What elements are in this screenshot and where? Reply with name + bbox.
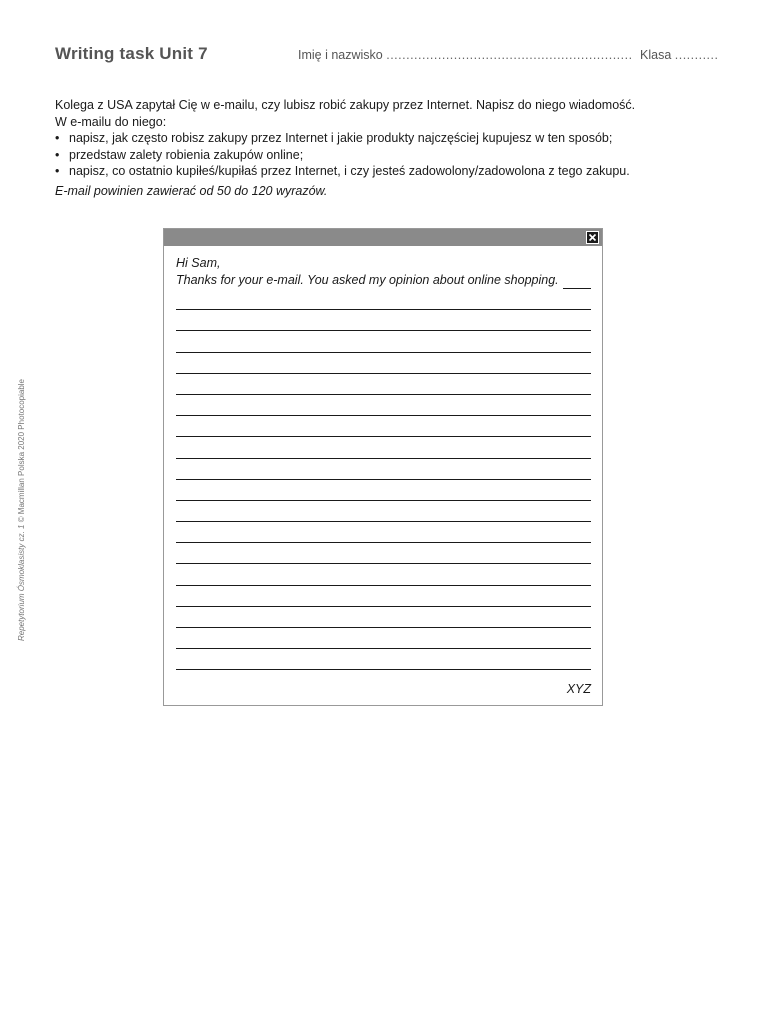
email-greeting: Hi Sam, xyxy=(176,256,221,270)
writing-line[interactable] xyxy=(176,310,591,331)
writing-line[interactable] xyxy=(176,437,591,458)
page-title: Writing task Unit 7 xyxy=(55,44,208,63)
email-signature: XYZ xyxy=(566,682,591,696)
writing-line[interactable] xyxy=(176,374,591,395)
task-instructions xyxy=(55,97,655,199)
class-dots: ........... xyxy=(674,48,719,62)
credit-rest: © Macmillan Polska 2020 Photocopiable xyxy=(17,379,26,525)
email-window xyxy=(163,228,603,706)
email-first-line-text: Thanks for your e-mail. You asked my opinion about online shopping. xyxy=(176,273,559,287)
writing-line[interactable] xyxy=(176,353,591,374)
writing-line[interactable] xyxy=(176,416,591,437)
writing-line[interactable] xyxy=(176,564,591,585)
writing-lines[interactable] xyxy=(176,289,591,670)
writing-line[interactable] xyxy=(176,289,591,310)
writing-line[interactable] xyxy=(176,459,591,480)
writing-line[interactable] xyxy=(176,628,591,649)
email-body[interactable] xyxy=(176,255,591,670)
task-intro: Kolega z USA zapytał Cię w e-mailu, czy lubisz robić zakupy przez Internet. Napisz do niego wiadomość. xyxy=(55,98,636,112)
writing-line[interactable] xyxy=(176,501,591,522)
writing-line[interactable] xyxy=(176,586,591,607)
name-field[interactable] xyxy=(298,48,633,62)
task-lead: W e-mailu do niego: xyxy=(55,114,167,129)
task-bullets xyxy=(55,130,655,180)
name-dots: .............................................................. xyxy=(386,48,633,62)
writing-line[interactable] xyxy=(176,395,591,416)
copyright-credit xyxy=(17,350,29,670)
writing-line[interactable] xyxy=(176,522,591,543)
email-first-line xyxy=(176,272,591,289)
email-title-bar xyxy=(164,229,602,246)
task-bullet: • przedstaw zalety robienia zakupów online; xyxy=(55,147,655,164)
writing-line[interactable] xyxy=(176,607,591,628)
class-label: Klasa xyxy=(640,48,672,62)
class-field[interactable] xyxy=(640,48,718,62)
writing-line[interactable] xyxy=(176,480,591,501)
close-icon[interactable] xyxy=(586,231,599,244)
credit-title: Repetytorium Ósmoklasisty cz. 1 xyxy=(17,524,26,642)
word-count-note: E-mail powinien zawierać od 50 do 120 wyrazów. xyxy=(55,183,328,198)
name-label: Imię i nazwisko xyxy=(298,48,383,62)
writing-line[interactable] xyxy=(563,276,591,289)
writing-line[interactable] xyxy=(176,649,591,670)
writing-line[interactable] xyxy=(176,543,591,564)
task-bullet: • napisz, jak często robisz zakupy przez Internet i jakie produkty najczęściej kupujesz w ten sposób; xyxy=(55,130,655,147)
page-header xyxy=(55,44,719,68)
task-bullet: • napisz, co ostatnio kupiłeś/kupiłaś przez Internet, i czy jesteś zadowolony/zadowolona z tego zakupu. xyxy=(55,163,655,180)
writing-line[interactable] xyxy=(176,331,591,352)
